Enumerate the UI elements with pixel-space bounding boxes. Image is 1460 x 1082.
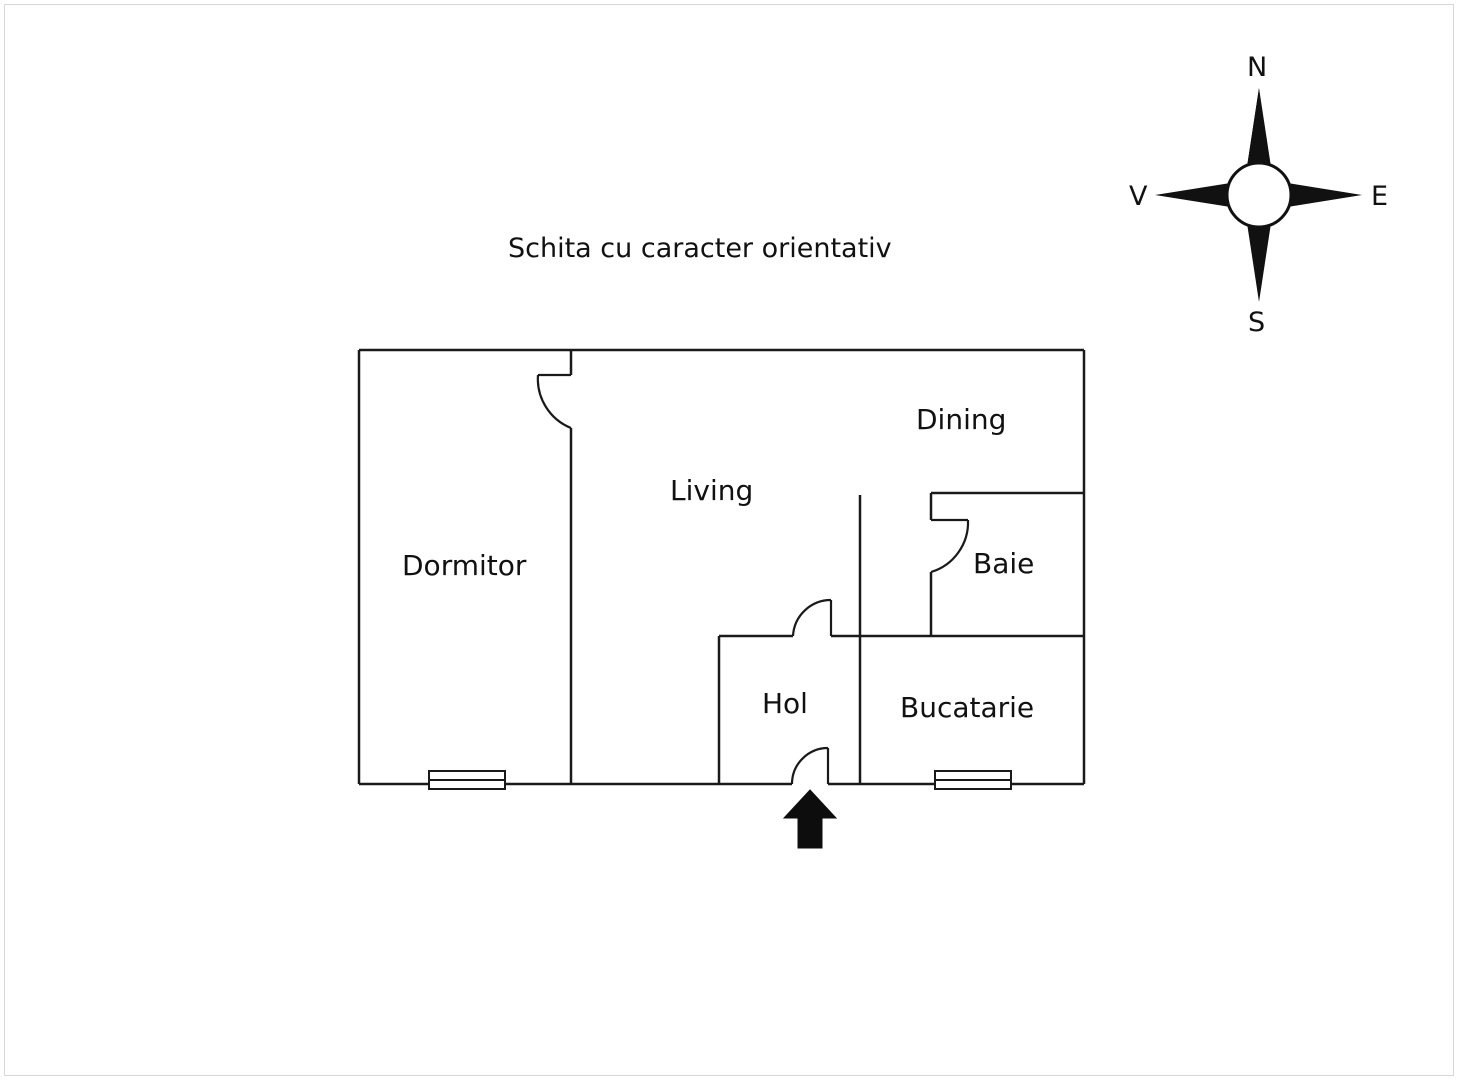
door-baie [931, 520, 968, 572]
door-dormitor [538, 375, 571, 428]
compass-label-east: E [1371, 181, 1389, 212]
compass-label-north: N [1247, 52, 1268, 83]
compass-label-west: V [1129, 181, 1148, 212]
room-label-dining: Dining [916, 403, 1007, 436]
door-entrance [792, 748, 828, 784]
door-hol-living [793, 600, 831, 636]
window-dormitor [429, 771, 505, 789]
room-label-living: Living [670, 474, 754, 507]
room-label-baie: Baie [973, 547, 1035, 580]
compass-label-south: S [1248, 307, 1266, 338]
compass-rose-icon [1155, 88, 1362, 302]
entrance-arrow-icon [784, 790, 836, 848]
room-label-bucatarie: Bucatarie [900, 691, 1035, 724]
room-label-dormitor: Dormitor [402, 549, 527, 582]
room-label-hol: Hol [762, 687, 808, 720]
window-bucatarie [935, 771, 1011, 789]
page-title: Schita cu caracter orientativ [508, 233, 892, 264]
